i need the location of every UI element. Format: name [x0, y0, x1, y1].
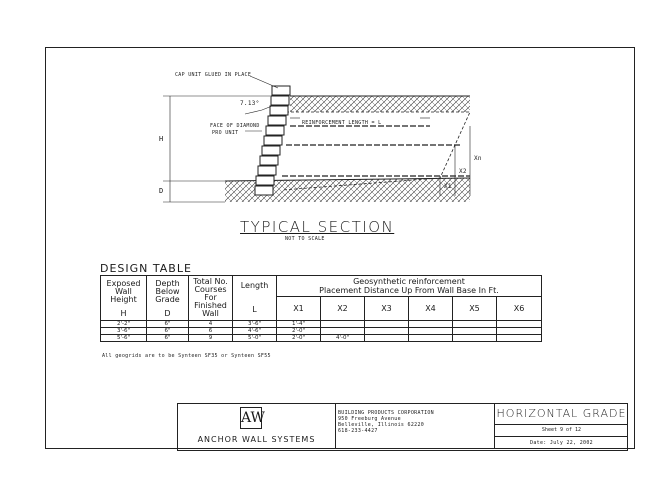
address-block	[338, 410, 434, 434]
reinforcement-label: REINFORCEMENT LENGTH = L	[302, 120, 382, 126]
table-row	[101, 321, 542, 328]
addr-line: 618-233-4427	[338, 428, 378, 434]
cell-x5	[453, 335, 497, 342]
cell-x3	[365, 335, 409, 342]
cell-x3	[365, 328, 409, 335]
dim-x1-label: X1	[444, 183, 452, 190]
drawing-title: HORIZONTAL GRADE	[495, 404, 628, 425]
cell-l: 4'-6"	[233, 328, 277, 335]
geosynthetic-header: Geosynthetic reinforcement Placement Distance Up From Wall Base In Ft.	[277, 276, 542, 297]
angle-leader	[245, 106, 272, 114]
cell-x1: 2'-0"	[277, 335, 321, 342]
addr-line: BUILDING PRODUCTS CORPORATION	[338, 410, 434, 416]
dim-d-label: D	[159, 187, 164, 195]
col-x5: X5	[453, 297, 497, 321]
section-title: TYPICAL SECTION	[240, 218, 395, 236]
anchor-logo-icon: AW	[240, 407, 262, 429]
col-x1: X1	[277, 297, 321, 321]
cell-courses: 6	[189, 328, 233, 335]
cell-x2	[321, 328, 365, 335]
face-label-2: PRO UNIT	[212, 130, 239, 136]
cell-x3	[365, 321, 409, 328]
design-table	[100, 275, 542, 342]
cell-d: 6"	[147, 335, 189, 342]
drawing-date: Date: July 22, 2002	[530, 440, 593, 446]
cell-l: 3'-6"	[233, 321, 277, 328]
addr-line: 950 Freeburg Avenue	[338, 416, 401, 422]
dim-x2-label: X2	[459, 168, 467, 175]
cell-d: 6"	[147, 321, 189, 328]
cell-x5	[453, 321, 497, 328]
cell-x4	[409, 321, 453, 328]
sym-l: L	[252, 305, 257, 314]
cell-courses: 9	[189, 335, 233, 342]
logo-cell	[178, 404, 336, 449]
cell-l: 5'-0"	[233, 335, 277, 342]
cell-h: 5'-6"	[101, 335, 147, 342]
cell-h: 2'-2"	[101, 321, 147, 328]
company-name: ANCHOR WALL SYSTEMS	[197, 435, 316, 444]
dim-h-label: H	[159, 135, 164, 143]
cell-x5	[453, 328, 497, 335]
cell-d: 6"	[147, 328, 189, 335]
title-info	[494, 404, 628, 449]
col-depth-header: Depth Below Grade D	[147, 276, 189, 321]
table-row	[101, 335, 542, 342]
reinforcement-layers	[282, 126, 470, 176]
cell-x6	[497, 328, 542, 335]
sheet-number: Sheet 9 of 12	[495, 425, 628, 437]
cell-courses: 4	[189, 321, 233, 328]
addr-line: Belleville, Illinois 62220	[338, 422, 425, 428]
sym-d: D	[164, 309, 171, 318]
design-table-title: DESIGN TABLE	[100, 262, 192, 275]
col-x2: X2	[321, 297, 365, 321]
col-x6: X6	[497, 297, 542, 321]
dim-xn-label: Xn	[474, 155, 482, 162]
face-label-1: FACE OF DIAMOND	[210, 123, 260, 129]
scale-note: NOT TO SCALE	[285, 236, 325, 242]
table-row	[101, 328, 542, 335]
retained-soil	[290, 96, 470, 112]
angle-label: 7.13°	[240, 100, 260, 107]
cell-x1: 1'-4"	[277, 321, 321, 328]
col-courses-header: Total No. Courses For Finished Wall	[189, 276, 233, 321]
cell-h: 3'-6"	[101, 328, 147, 335]
col-x3: X3	[365, 297, 409, 321]
cell-x2	[321, 321, 365, 328]
cell-x6	[497, 321, 542, 328]
title-block	[177, 403, 628, 451]
cell-x4	[409, 328, 453, 335]
col-exposed-header: Exposed Wall Height H	[101, 276, 147, 321]
col-length-header: Length L	[233, 276, 277, 321]
cell-x4	[409, 335, 453, 342]
sym-h: H	[120, 309, 127, 318]
cell-x2: 4'-0"	[321, 335, 365, 342]
geogrid-note: All geogrids are to be Synteen SF35 or Synteen SF55	[102, 353, 271, 359]
cell-x6	[497, 335, 542, 342]
cap-leader	[250, 76, 278, 88]
wall-blocks	[255, 86, 290, 195]
cell-x1: 2'-0"	[277, 328, 321, 335]
cap-unit-label: CAP UNIT GLUED IN PLACE	[175, 72, 252, 78]
col-x4: X4	[409, 297, 453, 321]
